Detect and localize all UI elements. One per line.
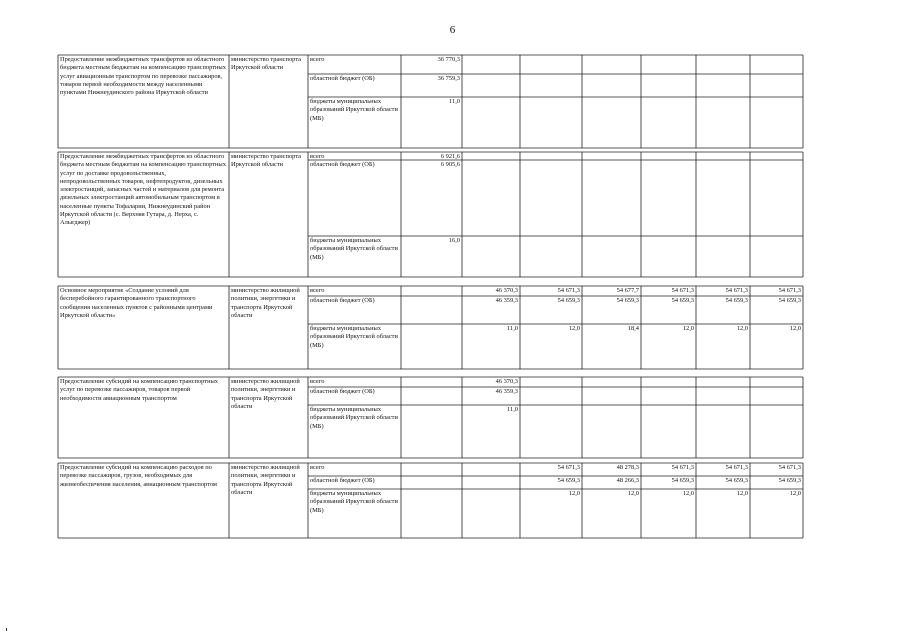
amount-cell bbox=[521, 406, 580, 415]
amount-cell: 54 671,3 bbox=[725, 464, 748, 471]
funding-source-label: всего bbox=[310, 378, 325, 385]
amount-cell: 16,0 bbox=[448, 237, 460, 244]
amount-cell bbox=[583, 75, 639, 84]
measure-name: Предоставление субсидий на компенсацию транспортных услуг по перевозке пассажиров, товаров первой необходимости авиационным транспортом bbox=[60, 378, 218, 402]
amount-cell bbox=[521, 237, 580, 246]
amount-cell: 54 659,3 bbox=[778, 297, 801, 304]
amount-cell: 54 671,3 bbox=[671, 287, 694, 294]
amount-cell: 6 921,6 bbox=[440, 153, 460, 160]
funding-source-label: бюджеты муниципальных образований Иркутской области (МБ) bbox=[310, 98, 398, 122]
amount-cell bbox=[751, 56, 801, 65]
amount-cell: 54 671,3 bbox=[725, 287, 748, 294]
amount-cell: 48 278,3 bbox=[616, 464, 639, 471]
amount-cell: 54 659,3 bbox=[557, 297, 580, 304]
amount-cell bbox=[642, 56, 694, 65]
amount-cell bbox=[751, 388, 801, 397]
amount-cell: 54 671,3 bbox=[557, 464, 580, 471]
amount-cell: 12,0 bbox=[682, 325, 694, 332]
funding-source-label: областной бюджет (ОБ) bbox=[310, 388, 375, 395]
amount-cell bbox=[402, 297, 460, 306]
amount-cell bbox=[583, 406, 639, 415]
funding-source-label: областной бюджет (ОБ) bbox=[310, 161, 375, 168]
executor-name: министерство жилищной политики, энергетики и транспорта Иркутской области bbox=[231, 464, 300, 496]
amount-cell bbox=[697, 98, 748, 107]
amount-cell bbox=[521, 75, 580, 84]
amount-cell bbox=[642, 75, 694, 84]
funding-source-label: областной бюджет (ОБ) bbox=[310, 297, 375, 304]
amount-cell bbox=[463, 237, 518, 246]
amount-cell: 11,0 bbox=[507, 406, 518, 413]
funding-source-label: бюджеты муниципальных образований Иркутской области (МБ) bbox=[310, 237, 398, 261]
amount-cell: 54 677,7 bbox=[616, 287, 639, 294]
scan-mark bbox=[6, 628, 7, 631]
funding-source-label: областной бюджет (ОБ) bbox=[310, 477, 375, 484]
funding-source-label: всего bbox=[310, 287, 325, 294]
amount-cell: 11,0 bbox=[507, 325, 518, 332]
amount-cell bbox=[751, 406, 801, 415]
funding-source-label: всего bbox=[310, 153, 325, 159]
amount-cell bbox=[402, 464, 460, 473]
amount-cell: 54 671,3 bbox=[778, 464, 801, 471]
amount-cell bbox=[402, 325, 460, 334]
amount-cell bbox=[642, 378, 694, 387]
amount-cell: 54 659,3 bbox=[725, 477, 748, 484]
amount-cell bbox=[521, 388, 580, 397]
amount-cell: 18,4 bbox=[627, 325, 639, 332]
amount-cell: 12,0 bbox=[736, 490, 748, 497]
amount-cell bbox=[751, 98, 801, 107]
amount-cell bbox=[697, 388, 748, 397]
funding-source-label: областной бюджет (ОБ) bbox=[310, 75, 375, 82]
executor-name: министерство транспорта Иркутской области bbox=[231, 56, 301, 72]
executor-name: министерство жилищной политики, энергетики и транспорта Иркутской области bbox=[231, 378, 300, 410]
amount-cell: 54 659,3 bbox=[725, 297, 748, 304]
amount-cell: 12,0 bbox=[789, 490, 801, 497]
measure-name: Предоставление субсидий на компенсацию расходов по перевозке пассажиров, грузов, необходимых для жизнеобеспечения населения, авиационным транспортом bbox=[60, 464, 217, 488]
amount-cell: 54 671,3 bbox=[557, 287, 580, 294]
amount-cell bbox=[402, 378, 460, 387]
amount-cell: 48 266,3 bbox=[616, 477, 639, 484]
amount-cell bbox=[402, 477, 460, 486]
funding-source-label: бюджеты муниципальных образований Иркутской области (МБ) bbox=[310, 490, 398, 514]
amount-cell bbox=[697, 56, 748, 65]
amount-cell bbox=[697, 378, 748, 387]
amount-cell: 54 659,3 bbox=[671, 297, 694, 304]
amount-cell: 46 370,3 bbox=[495, 287, 518, 294]
amount-cell: 12,0 bbox=[627, 490, 639, 497]
measure-name: Предоставление межбюджетных трансфертов из областного бюджета местным бюджетам на компенсацию транспортных услуг по доставке продовольственных, непродовольственных товаров, нефтепродуктов, дизельных электростанций, запасных частей и материалов для ремонта дизельных электростанций автомобильным транспортом в населенные пункты Тофаларии, Нижнеудинский район Иркутской области (с. Верхняя Гутара, д. Нерха, с. Алыгджер) bbox=[60, 153, 226, 227]
executor-name: министерство транспорта Иркутской области bbox=[231, 153, 301, 169]
amount-cell bbox=[642, 406, 694, 415]
amount-cell: 54 659,3 bbox=[778, 477, 801, 484]
amount-cell: 12,0 bbox=[568, 325, 580, 332]
amount-cell: 46 359,3 bbox=[495, 388, 518, 395]
amount-cell bbox=[463, 75, 518, 84]
funding-source-label: бюджеты муниципальных образований Иркутской области (МБ) bbox=[310, 406, 398, 430]
amount-cell bbox=[583, 161, 639, 170]
measure-name: Предоставление межбюджетных трансфертов из областного бюджета местным бюджетам на компенсацию транспортных услуг авиационным транспортом по перевозке пассажиров, товаров первой необходимости между населенными пунктами Нижнеудинского района Иркутской области bbox=[60, 56, 226, 97]
amount-cell bbox=[521, 378, 580, 387]
funding-source-label: бюджеты муниципальных образований Иркутской области (МБ) bbox=[310, 325, 398, 349]
amount-cell bbox=[463, 56, 518, 65]
amount-cell: 36 759,3 bbox=[437, 75, 460, 82]
amount-cell: 12,0 bbox=[789, 325, 801, 332]
amount-cell bbox=[697, 75, 748, 84]
amount-cell bbox=[642, 98, 694, 107]
amount-cell bbox=[402, 287, 460, 296]
amount-cell bbox=[751, 75, 801, 84]
amount-cell bbox=[583, 56, 639, 65]
funding-source-label: всего bbox=[310, 56, 325, 63]
amount-cell: 54 671,3 bbox=[778, 287, 801, 294]
amount-cell bbox=[521, 161, 580, 170]
amount-cell bbox=[521, 56, 580, 65]
amount-cell: 54 671,3 bbox=[671, 464, 694, 471]
measure-name: Основное мероприятие «Создание условий для бесперебойного гарантированного транспортного сообщения населенных пунктов с районными центрами Иркутской области» bbox=[60, 287, 213, 319]
funding-source-label: всего bbox=[310, 464, 325, 471]
amount-cell: 54 659,3 bbox=[671, 477, 694, 484]
amount-cell bbox=[402, 388, 460, 397]
amount-cell: 12,0 bbox=[682, 490, 694, 497]
amount-cell bbox=[642, 388, 694, 397]
page-number: 6 bbox=[449, 24, 456, 36]
amount-cell: 54 659,3 bbox=[616, 297, 639, 304]
amount-cell bbox=[697, 237, 748, 246]
amount-cell bbox=[751, 161, 801, 170]
amount-cell: 46 370,3 bbox=[495, 378, 518, 385]
amount-cell bbox=[463, 490, 518, 499]
amount-cell bbox=[463, 464, 518, 473]
amount-cell: 54 659,3 bbox=[557, 477, 580, 484]
amount-cell: 12,0 bbox=[736, 325, 748, 332]
amount-cell bbox=[521, 98, 580, 107]
amount-cell bbox=[583, 388, 639, 397]
executor-name: министерство жилищной политики, энергетики и транспорта Иркутской области bbox=[231, 287, 300, 319]
amount-cell bbox=[402, 406, 460, 415]
amount-cell bbox=[697, 406, 748, 415]
amount-cell bbox=[697, 161, 748, 170]
amount-cell bbox=[583, 378, 639, 387]
amount-cell: 46 359,3 bbox=[495, 297, 518, 304]
amount-cell: 12,0 bbox=[568, 490, 580, 497]
amount-cell bbox=[463, 477, 518, 486]
amount-cell bbox=[463, 98, 518, 107]
amount-cell: 6 905,6 bbox=[440, 161, 460, 168]
amount-cell bbox=[583, 98, 639, 107]
amount-cell: 36 770,3 bbox=[437, 56, 460, 63]
amount-cell bbox=[583, 237, 639, 246]
amount-cell: 11,0 bbox=[449, 98, 460, 105]
amount-cell bbox=[642, 237, 694, 246]
amount-cell bbox=[642, 161, 694, 170]
amount-cell bbox=[402, 490, 460, 499]
amount-cell bbox=[463, 161, 518, 170]
amount-cell bbox=[751, 378, 801, 387]
amount-cell bbox=[751, 237, 801, 246]
